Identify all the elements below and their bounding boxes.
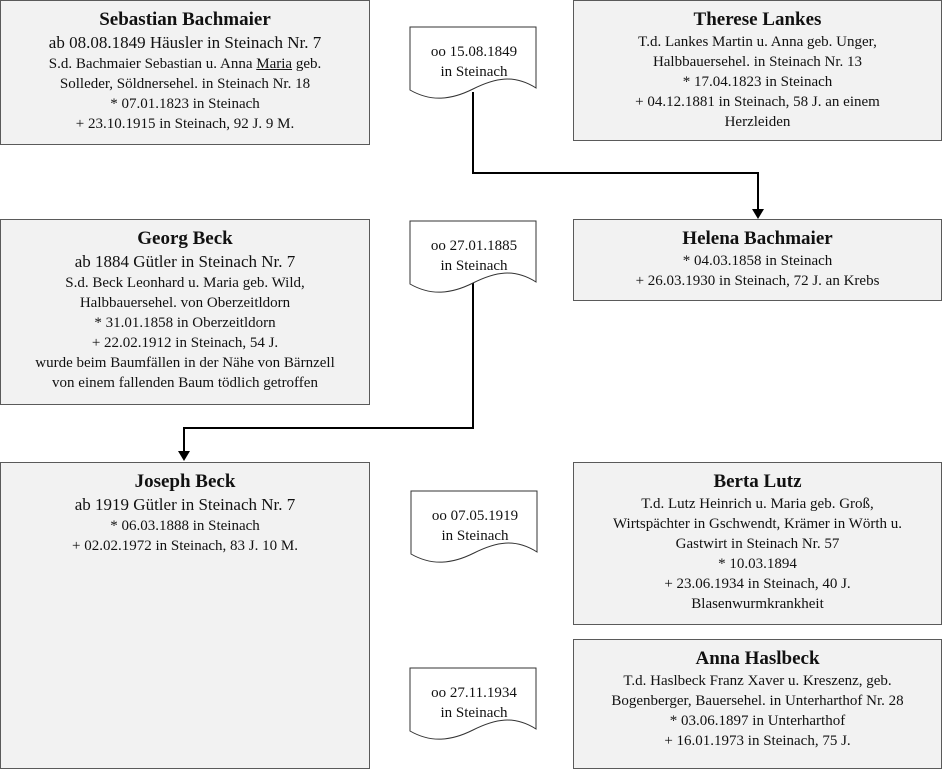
marriage-banner-1 — [409, 26, 539, 104]
person-parents: T.d. Lankes Martin u. Anna geb. Unger, — [638, 34, 877, 50]
person-death-cause: Blasenwurmkrankheit — [691, 596, 824, 612]
person-death: + 16.01.1973 in Steinach, 75 J. — [664, 733, 851, 749]
marriage-banner-2 — [409, 220, 539, 298]
parents-underlined-name: Maria — [256, 56, 293, 72]
person-name: Therese Lankes — [693, 9, 822, 30]
person-birth: * 06.03.1888 in Steinach — [110, 518, 260, 534]
person-box-berta-lutz — [573, 462, 942, 625]
person-death: + 04.12.1881 in Steinach, 58 J. an einem — [635, 94, 880, 110]
person-birth: * 07.01.1823 in Steinach — [110, 96, 260, 112]
arrow-head-joseph — [178, 451, 190, 461]
person-box-sebastian-bachmaier — [0, 0, 370, 145]
person-box-therese-lankes — [573, 0, 942, 141]
person-note: wurde beim Baumfällen in der Nähe von Bärnzell — [35, 355, 335, 371]
person-occupation: ab 1884 Gütler in Steinach Nr. 7 — [74, 252, 296, 271]
person-note-line2: von einem fallenden Baum tödlich getroffen — [52, 375, 318, 391]
person-parents-line2: Solleder, Söldnersehel. in Steinach Nr. 18 — [59, 76, 311, 92]
person-parents-line2: Halbbauersehel. in Steinach Nr. 13 — [652, 54, 863, 70]
person-death: + 26.03.1930 in Steinach, 72 J. an Krebs — [635, 273, 880, 289]
person-parents-line2: Halbbauersehel. von Oberzeitldorn — [79, 295, 291, 311]
person-parents-line2: Wirtspächter in Gschwendt, Krämer in Wörth u. — [612, 516, 903, 532]
person-death: + 23.06.1934 in Steinach, 40 J. — [664, 576, 851, 592]
person-death-cause: Herzleiden — [724, 114, 791, 130]
parents-text: S.d. Bachmaier Sebastian u. Anna — [48, 56, 257, 72]
person-death: + 02.02.1972 in Steinach, 83 J. 10 M. — [72, 538, 298, 554]
person-name: Helena Bachmaier — [682, 228, 833, 249]
person-box-joseph-beck — [0, 462, 370, 769]
person-name: Joseph Beck — [134, 471, 236, 492]
person-box-georg-beck — [0, 219, 370, 405]
marriage-date: oo 07.05.1919 — [431, 508, 519, 524]
marriage-place: in Steinach — [440, 258, 508, 274]
person-parents: T.d. Haslbeck Franz Xaver u. Kreszenz, geb. — [623, 673, 892, 689]
marriage-banner-3 — [410, 490, 540, 568]
person-box-helena-bachmaier — [573, 219, 942, 301]
person-name: Anna Haslbeck — [695, 648, 820, 669]
person-birth: * 10.03.1894 — [718, 556, 797, 572]
person-occupation: ab 08.08.1849 Häusler in Steinach Nr. 7 — [48, 33, 322, 52]
person-death: + 23.10.1915 in Steinach, 92 J. 9 M. — [75, 116, 295, 132]
marriage-place: in Steinach — [440, 64, 508, 80]
person-parents-line3: Gastwirt in Steinach Nr. 57 — [675, 536, 840, 552]
person-parents: S.d. Beck Leonhard u. Maria geb. Wild, — [65, 275, 305, 291]
person-birth: * 31.01.1858 in Oberzeitldorn — [94, 315, 276, 331]
person-parents — [1, 54, 369, 74]
person-name: Georg Beck — [137, 228, 233, 249]
person-name: Berta Lutz — [713, 471, 802, 492]
person-occupation: ab 1919 Gütler in Steinach Nr. 7 — [74, 495, 296, 514]
arrow-head-helena — [752, 209, 764, 219]
person-parents: T.d. Lutz Heinrich u. Maria geb. Groß, — [641, 496, 874, 512]
marriage-date: oo 15.08.1849 — [430, 44, 518, 60]
person-birth: * 03.06.1897 in Unterharthof — [669, 713, 846, 729]
marriage-date: oo 27.01.1885 — [430, 238, 518, 254]
marriage-date: oo 27.11.1934 — [431, 685, 517, 701]
marriage-place: in Steinach — [440, 705, 508, 721]
parents-text-end: geb. — [292, 56, 322, 72]
marriage-banner-4 — [409, 667, 539, 745]
person-parents-line2: Bogenberger, Bauersehel. in Unterharthof Nr. 28 — [611, 693, 904, 709]
person-box-anna-haslbeck — [573, 639, 942, 769]
person-death: + 22.02.1912 in Steinach, 54 J. — [91, 335, 279, 351]
marriage-place: in Steinach — [441, 528, 509, 544]
person-birth: * 17.04.1823 in Steinach — [682, 74, 833, 90]
person-birth: * 04.03.1858 in Steinach — [682, 253, 833, 269]
person-name: Sebastian Bachmaier — [99, 9, 271, 30]
